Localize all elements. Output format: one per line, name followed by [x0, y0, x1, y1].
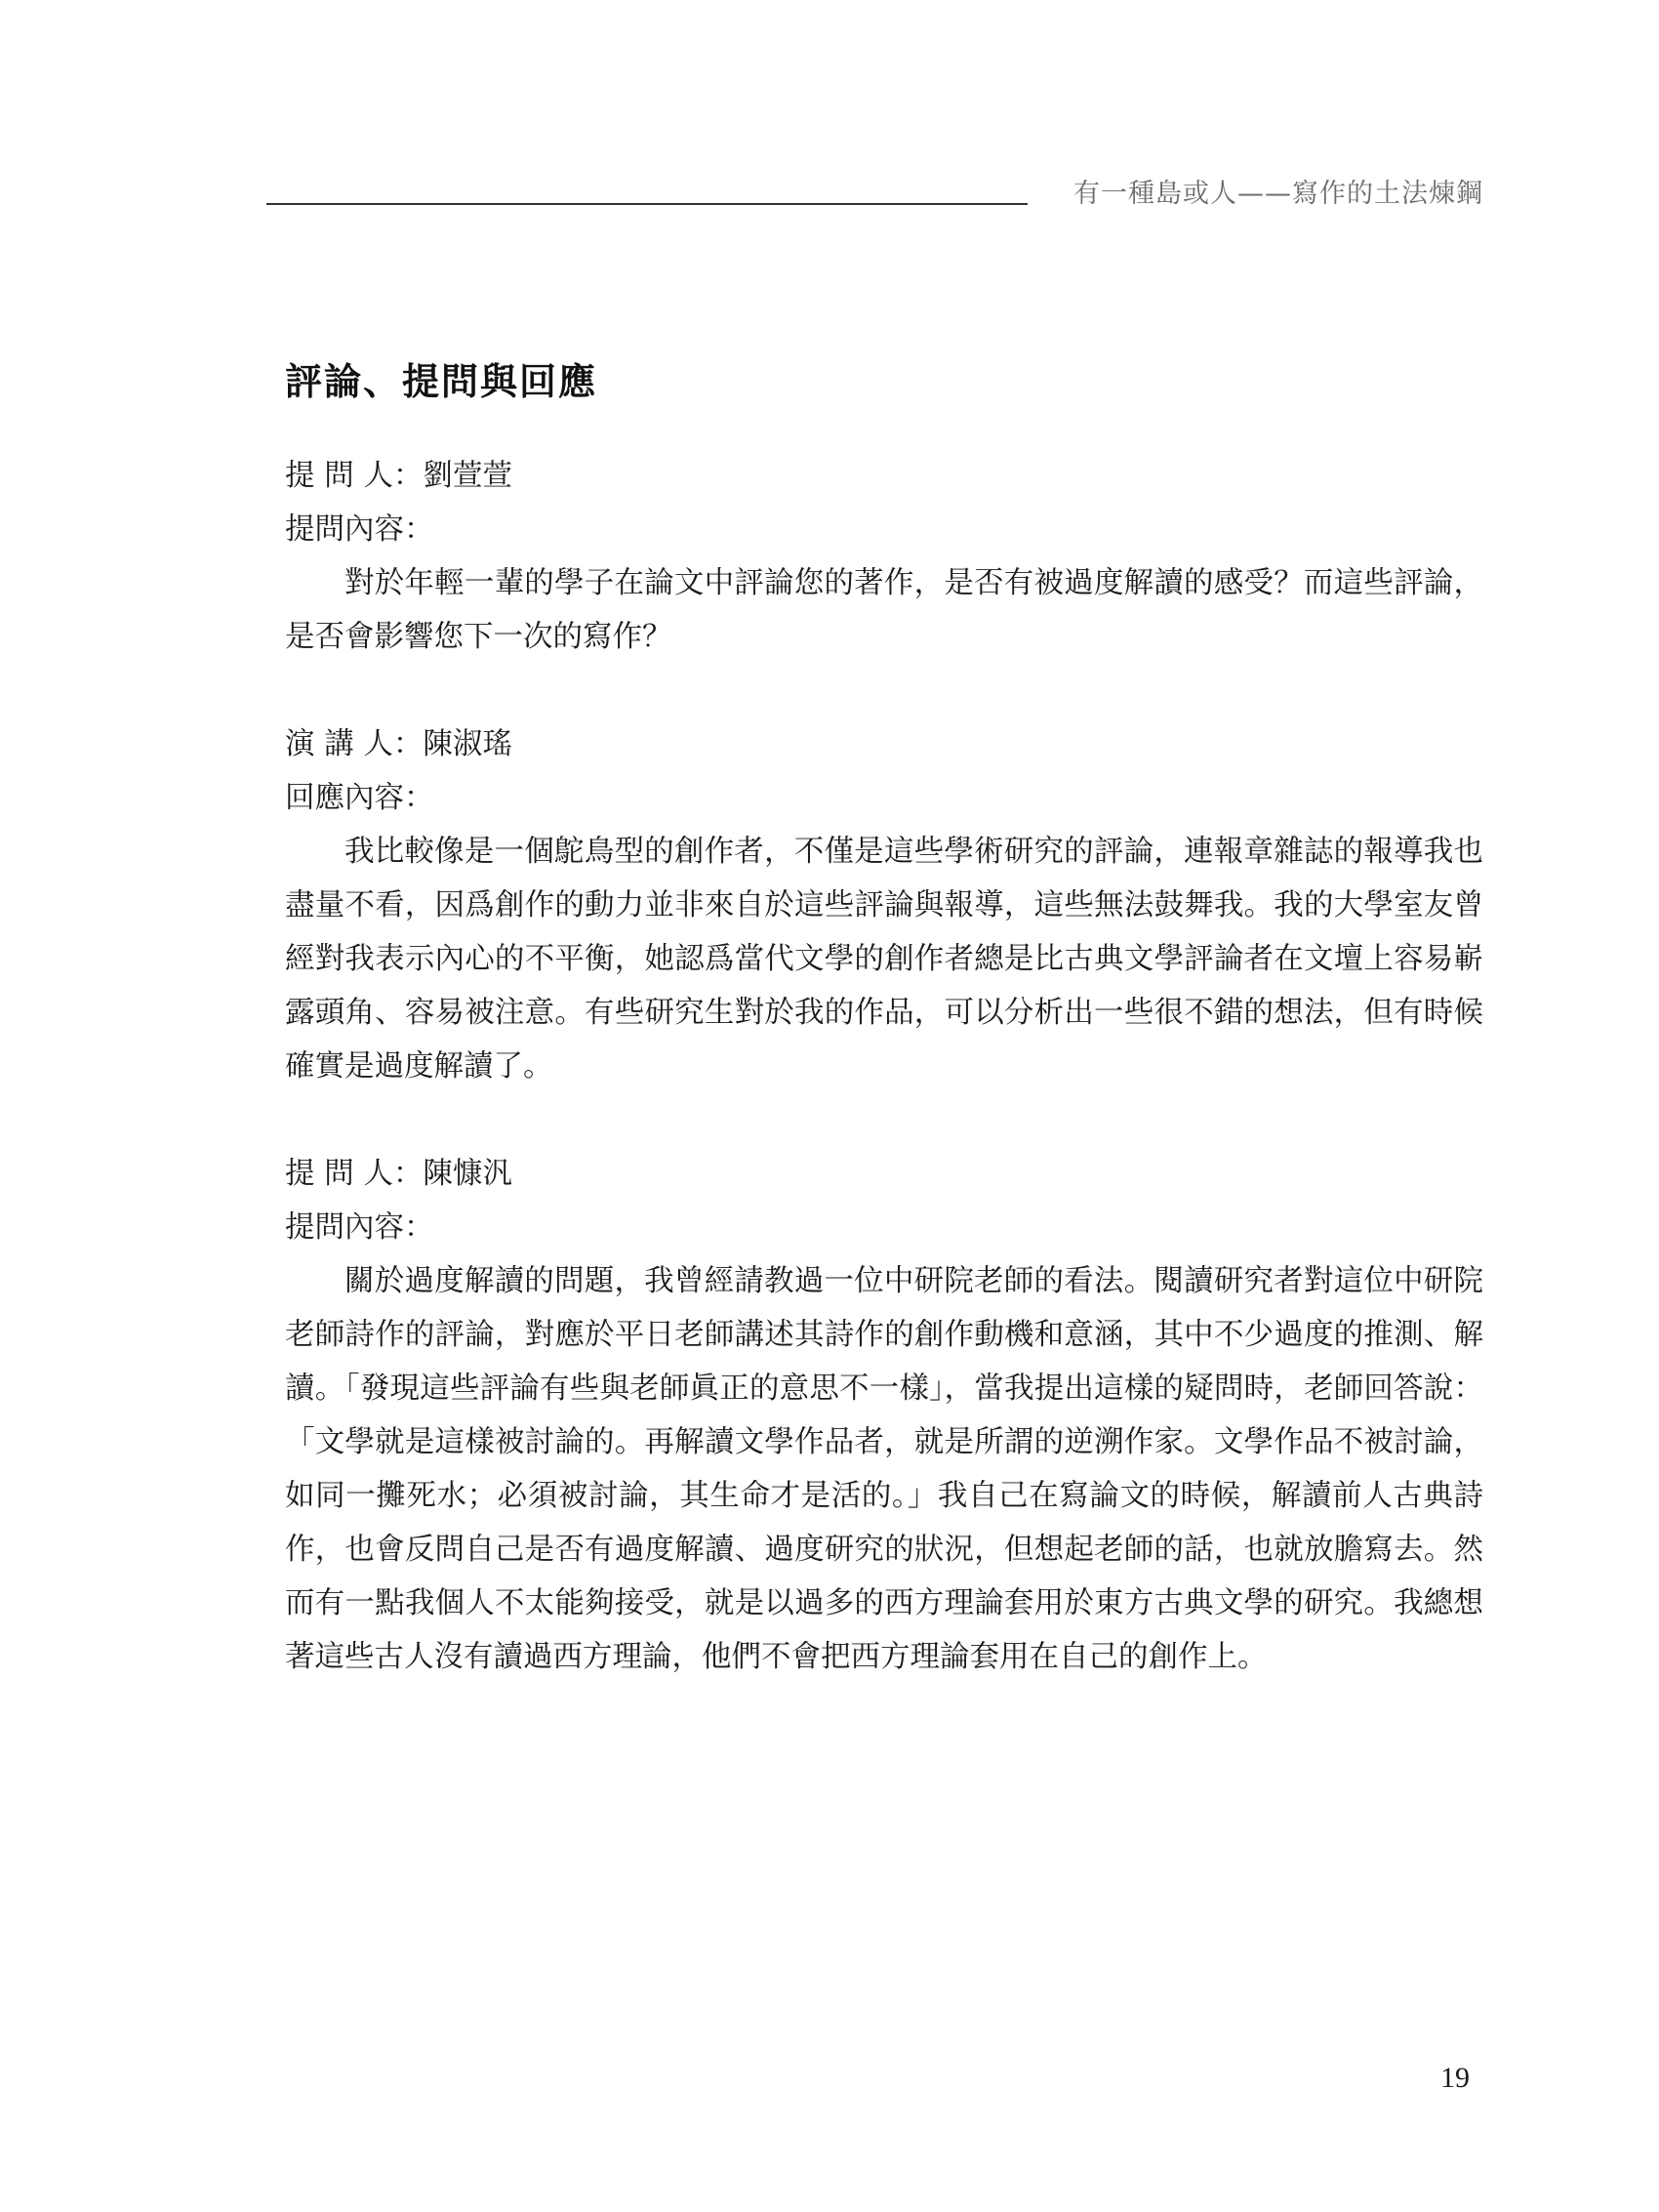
qa-block-question-1 — [285, 449, 1483, 664]
running-head: 有一種島或人——寫作的土法煉鋼 — [1073, 179, 1483, 209]
response-paragraph: 我比較像是一個鴕鳥型的創作者，不僅是這些學術研究的評論，連報章雜誌的報導我也盡量不看，因爲創作的動力並非來自於這些評論與報導，這些無法鼓舞我。我的大學室友曾經對我表示內心的不平衡，她認爲當代文學的創作者總是比古典文學評論者在文壇上容易嶄露頭角、容易被注意。有些研究生對於我的作品，可以分析出一些很不錯的想法，但有時候確實是過度解讀了。 — [285, 835, 1483, 1084]
question-label: 提問內容： — [285, 512, 434, 547]
section-title: 評論、提問與回應 — [285, 360, 598, 403]
question-label: 提問內容： — [285, 1210, 434, 1245]
speaker-line: 演 講 人：陳淑瑤 — [285, 727, 512, 761]
body-text — [285, 449, 1483, 1738]
question-paragraph: 對於年輕一輩的學子在論文中評論您的著作，是否有被過度解讀的感受？而這些評論，是否會影響您下一次的寫作？ — [285, 566, 1483, 654]
page-number: 19 — [1440, 2062, 1470, 2094]
question-paragraph: 關於過度解讀的問題，我曾經請教過一位中研院老師的看法。閱讀研究者對這位中研院老師詩作的評論，對應於平日老師講述其詩作的創作動機和意涵，其中不少過度的推測、解讀。「發現這些評論有些與老師眞正的意思不一樣」，當我提出這樣的疑問時，老師回答說：「文學就是這樣被討論的。再解讀文學作品者，就是所謂的逆溯作家。文學作品不被討論，如同一攤死水；必須被討論，其生命才是活的。」我自己在寫論文的時候，解讀前人古典詩作，也會反問自己是否有過度解讀、過度研究的狀況，但想起老師的話，也就放膽寫去。然而有一點我個人不太能夠接受，就是以過多的西方理論套用於東方古典文學的研究。我總想著這些古人沒有讀過西方理論，他們不會把西方理論套用在自己的創作上。 — [285, 1264, 1483, 1674]
questioner-line: 提 問 人：劉萱萱 — [285, 459, 512, 493]
response-label: 回應內容： — [285, 781, 434, 815]
qa-block-question-2 — [285, 1147, 1483, 1684]
header-rule — [266, 203, 1028, 205]
qa-block-response — [285, 717, 1483, 1093]
questioner-line: 提 問 人：陳慷汎 — [285, 1157, 512, 1191]
